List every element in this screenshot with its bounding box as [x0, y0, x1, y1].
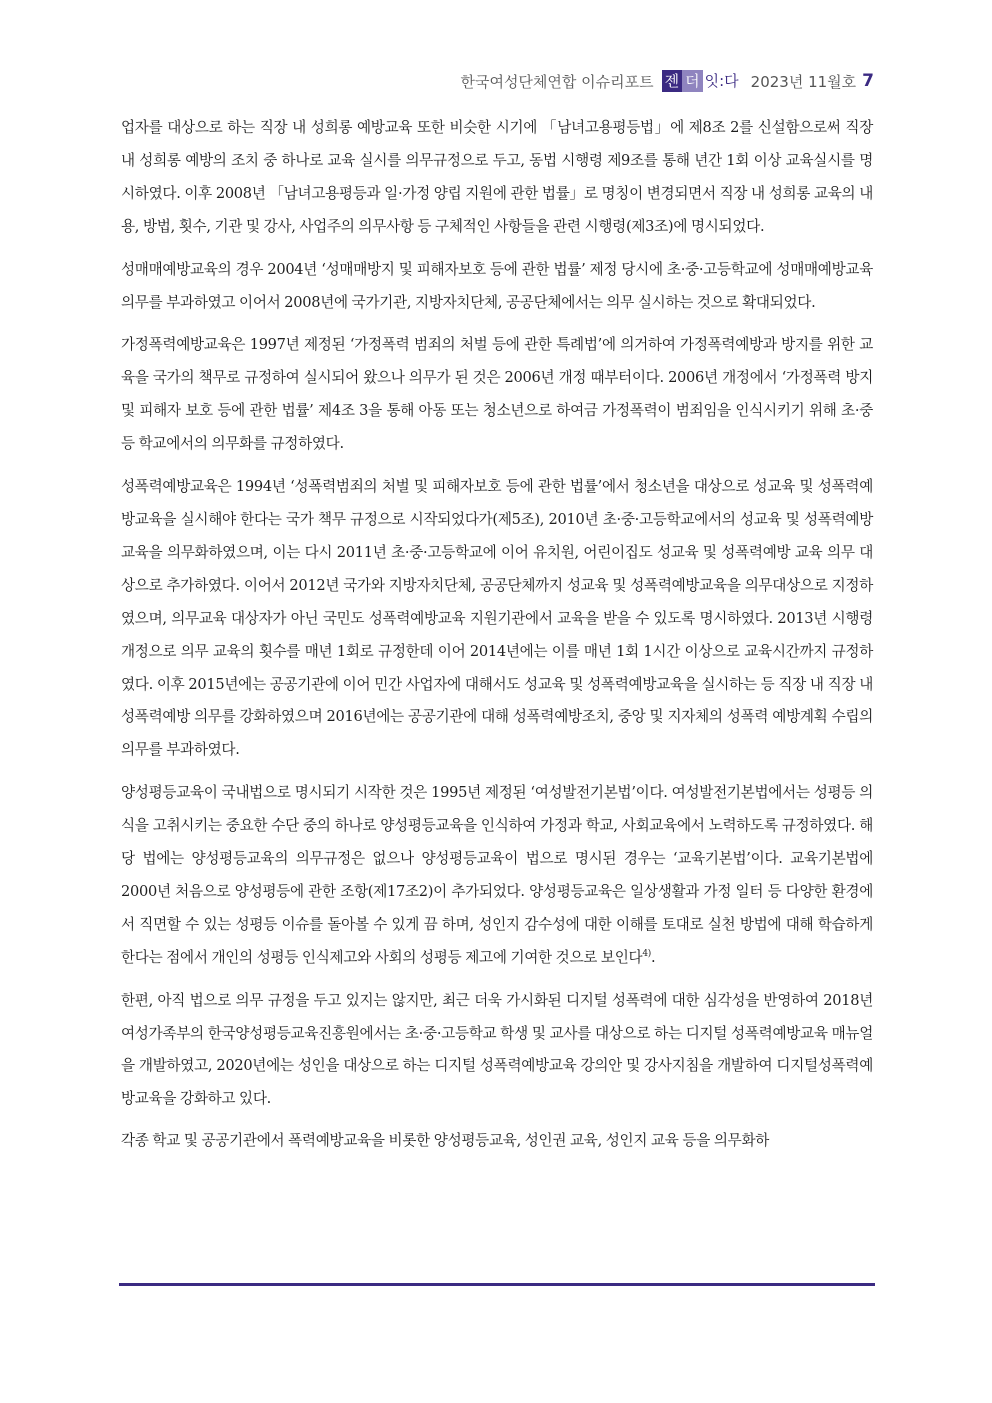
footnote-reference[interactable]: 4) — [642, 948, 651, 959]
header-org: 한국여성단체연합 이슈리포트 — [460, 72, 654, 91]
paragraph-5-end: . — [650, 948, 656, 966]
paragraph-4: 성폭력예방교육은 1994년 ‘성폭력범죄의 처벌 및 피해자보호 등에 관한 법률’에서 청소년을 대상으로 성교육 및 성폭력예방교육을 실시해야 한다는 국가 책무 규정으로 시작되었다가(제5조), 2010년 초·중·고등학교에서의 성교육 및 성폭력예방교육을 의무화하였으며, 이는 다시 2011년 초·중·고등학교에 이어 유치원, 어린이집도 성교육 및 성폭력예방 교육 의무 대상으로 추가하였다. 이어서 2012년 국가와 지방자치단체, 공공단체까지 성교육 및 성폭력예방교육을 의무대상으로 지정하였으며, 의무교육 대상자가 아닌 국민도 성폭력예방교육 지원기관에서 교육을 받을 수 있도록 명시하였다. 2013년 시행령 개정으로 의무 교육의 횟수를 매년 1회로 규정한데 이어 2014년에는 이를 매년 1회 1시간 이상으로 교육시간까지 규정하였다. 이후 2015년에는 공공기관에 이어 민간 사업자에 대해서도 성교육 및 성폭력예방교육을 실시하는 등 직장 내 직장 내 성폭력예방 의무를 강화하였으며 2016년에는 공공기관에 대해 성폭력예방조치, 중앙 및 지자체의 성폭력 예방계획 수립의 의무를 부과하였다. — [121, 478, 873, 759]
paragraph-6: 한편, 아직 법으로 의무 규정을 두고 있지는 않지만, 최근 더욱 가시화된 디지털 성폭력에 대한 심각성을 반영하여 2018년 여성가족부의 한국양성평등교육진흥원에서는 초·중·고등학교 학생 및 교사를 대상으로 하는 디지털 성폭력예방교육 매뉴얼을 개발하였고, 2020년에는 성인을 대상으로 하는 디지털 성폭력예방교육 강의안 및 강사지침을 개발하여 디지털성폭력예방교육을 강화하고 있다. — [121, 991, 873, 1108]
logo-part-2: 더 — [682, 70, 703, 92]
logo-part-3: 잇:다 — [704, 72, 739, 90]
paragraph-3: 가정폭력예방교육은 1997년 제정된 ‘가정폭력 범죄의 처벌 등에 관한 특례법’에 의거하여 가정폭력예방과 방지를 위한 교육을 국가의 책무로 규정하여 실시되어 왔으나 의무가 된 것은 2006년 개정 때부터이다. 2006년 개정에서 ‘가정폭력 방지 및 피해자 보호 등에 관한 법률’ 제4조 3을 통해 아동 또는 청소년으로 하여금 가정폭력이 범죄임을 인식시키기 위해 초·중등 학교에서의 의무화를 규정하였다. — [121, 336, 873, 453]
paragraph-5 — [121, 777, 873, 974]
paragraph-2: 성매매예방교육의 경우 2004년 ‘성매매방지 및 피해자보호 등에 관한 법률’ 제정 당시에 초·중·고등학교에 성매매예방교육 의무를 부과하였고 이어서 2008년에 국가기관, 지방자치단체, 공공단체에서는 의무 실시하는 것으로 확대되었다. — [121, 260, 873, 311]
header-issue: 2023년 11월호 — [750, 72, 857, 91]
page-bottom-rule — [119, 1283, 875, 1286]
paragraph-5-text: 양성평등교육이 국내법으로 명시되기 시작한 것은 1995년 제정된 ‘여성발전기본법’이다. 여성발전기본법에서는 성평등 의식을 고취시키는 중요한 수단 중의 하나로 양성평등교육을 인식하여 가정과 학교, 사회교육에서 노력하도록 규정하였다. 해당 법에는 양성평등교육의 의무규정은 없으나 양성평등교육이 법으로 명시된 경우는 ‘교육기본법’이다. 교육기본법에 2000년 처음으로 양성평등에 관한 조항(제17조2)이 추가되었다. 양성평등교육은 일상생활과 가정 일터 등 다양한 환경에서 직면할 수 있는 성평등 이슈를 돌아볼 수 있게 끔 하며, 성인지 감수성에 대한 이해를 토대로 실천 방법에 대해 학습하게 한다는 점에서 개인의 성평등 인식제고와 사회의 성평등 제고에 기여한 것으로 보인다 — [121, 784, 873, 966]
page-header — [460, 64, 874, 98]
paragraph-7-first-line: 각종 학교 및 공공기관에서 폭력예방교육을 비롯한 양성평등교육, 성인권 교육, 성인지 교육 등을 의무화하 — [121, 1132, 770, 1150]
paragraph-1: 업자를 대상으로 하는 직장 내 성희롱 예방교육 또한 비슷한 시기에 「남녀고용평등법」에 제8조 2를 신설함으로써 직장 내 성희롱 예방의 조치 중 하나로 교육 실시를 의무규정으로 두고, 동법 시행령 제9조를 통해 년간 1회 이상 교육실시를 명시하였다. 이후 2008년 「남녀고용평등과 일·가정 양립 지원에 관한 법률」로 명칭이 변경되면서 직장 내 성희롱 교육의 내용, 방법, 횟수, 기관 및 강사, 사업주의 의무사항 등 구체적인 사항들을 관련 시행령(제3조)에 명시되었다. — [121, 119, 873, 235]
gender-itda-logo — [662, 70, 741, 92]
article-body — [121, 112, 873, 1156]
page-number: 7 — [862, 71, 874, 91]
logo-part-1: 젠 — [662, 70, 683, 92]
